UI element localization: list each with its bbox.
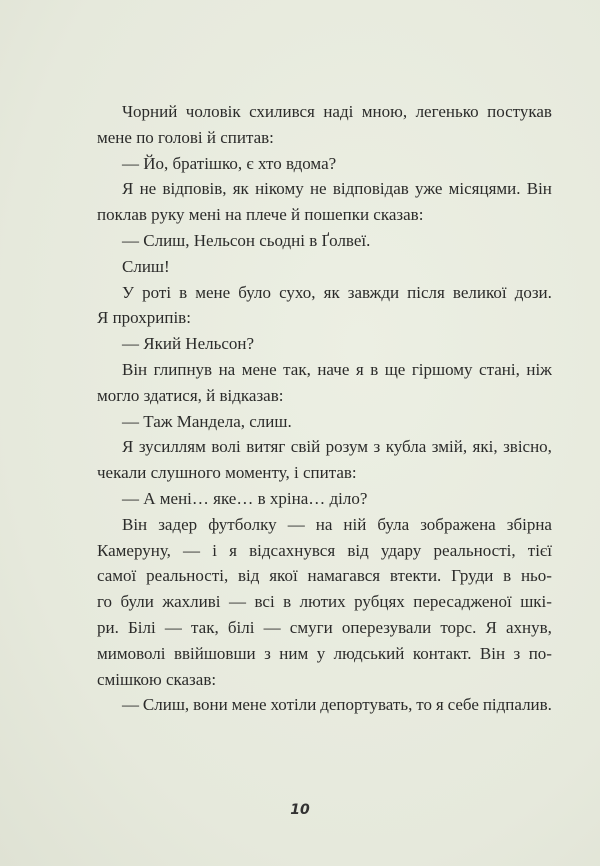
text-line: чекали слушного моменту, і спитав: — [97, 463, 357, 483]
word: го — [97, 592, 113, 612]
word: контакт. — [412, 643, 472, 663]
text-line — [97, 541, 552, 561]
word: з — [373, 437, 381, 457]
word: розум — [325, 437, 369, 457]
text-line — [122, 437, 552, 457]
word: удару — [380, 540, 422, 560]
word: мене — [241, 360, 277, 379]
word: то — [416, 695, 432, 715]
word: мене — [231, 695, 267, 715]
word: я — [435, 695, 444, 715]
text-line: — Йо, братішко, є хто вдома? — [122, 153, 337, 173]
word: ньо- — [520, 566, 552, 586]
text-line — [97, 592, 552, 612]
text-line — [97, 618, 552, 638]
word: від — [347, 540, 369, 560]
word: я — [229, 540, 237, 560]
word: втекти. — [389, 566, 442, 586]
text-line: поклав руку мені на плече й пошепки сказав: — [97, 205, 424, 225]
word: Слиш, — [142, 695, 190, 715]
text-line — [97, 566, 552, 586]
word: так, — [283, 360, 311, 379]
text-line: — А мені… яке… в хріна… діло? — [122, 489, 368, 508]
word: тієї — [527, 540, 552, 560]
word: постукав — [487, 102, 552, 121]
word: Я — [122, 179, 134, 199]
word: шкі- — [520, 592, 552, 612]
word: на — [218, 360, 236, 379]
word: гіршому — [411, 360, 473, 379]
word: — — [122, 695, 139, 715]
word: — — [287, 514, 305, 534]
word: відповів, — [162, 179, 227, 199]
word: мене — [195, 282, 231, 302]
word: було — [238, 282, 272, 302]
text-line — [122, 102, 552, 122]
word: білі — [227, 618, 255, 637]
word: мною, — [361, 102, 408, 121]
word: Чорний — [122, 102, 178, 121]
word: великої — [452, 282, 507, 302]
word: — — [228, 592, 246, 612]
word: як — [232, 179, 249, 199]
text-line: — Який Нельсон? — [122, 334, 255, 354]
word: самої — [97, 566, 137, 586]
word: на — [315, 514, 333, 534]
word: ним — [279, 643, 309, 663]
word: жахливі — [162, 592, 221, 612]
word: Він — [526, 179, 552, 199]
word: були — [120, 592, 154, 612]
word: свій — [290, 437, 321, 457]
word: нікому — [255, 179, 304, 199]
word: Груди — [451, 566, 494, 586]
text-line — [122, 360, 552, 380]
word: схилився — [249, 102, 315, 121]
word: чоловік — [185, 102, 241, 121]
word: Він — [479, 643, 506, 663]
word: і — [212, 540, 217, 560]
word: сухо, — [279, 282, 316, 302]
word: наді — [323, 102, 354, 121]
word: реальності, — [433, 540, 516, 560]
word: торс. — [440, 618, 477, 637]
word: як — [323, 282, 340, 302]
word: депортувать, — [320, 695, 413, 715]
word: рубцях — [354, 592, 405, 612]
text-line — [122, 695, 552, 715]
word: в — [503, 566, 512, 586]
word: Він — [122, 514, 148, 534]
word: ніж — [526, 360, 552, 379]
word: ахнув, — [506, 618, 552, 637]
word: ввійшовши — [173, 643, 256, 663]
word: була — [377, 514, 410, 534]
word: не — [139, 179, 157, 199]
text-line: Слиш! — [122, 256, 170, 276]
text-line: могло здатися, й відказав: — [97, 385, 284, 405]
word: себе — [447, 695, 479, 715]
word: ри. — [97, 618, 119, 637]
text-line — [97, 644, 552, 664]
word: пересадженої — [413, 592, 512, 612]
word: в — [283, 592, 292, 612]
text-line: — Таж Мандела, слиш. — [122, 411, 292, 431]
text-line: мене по голові й спитав: — [97, 127, 274, 147]
word: Я — [122, 437, 134, 457]
word: дози. — [514, 282, 552, 302]
word: змій, — [431, 437, 468, 457]
word: лютих — [299, 592, 346, 612]
text-line: Я прохрипів: — [97, 308, 191, 328]
text-line: — Слиш, Нельсон сьодні в Ґолвеї. — [122, 231, 371, 250]
word: Він — [122, 360, 148, 379]
word: зображена — [420, 514, 496, 534]
word: збірна — [506, 514, 552, 534]
word: в — [179, 282, 188, 302]
word: всі — [254, 592, 275, 612]
word: глипнув — [153, 360, 213, 379]
word: після — [407, 282, 445, 302]
word: я — [355, 360, 364, 379]
word: мимоволі — [97, 643, 166, 663]
text-line — [122, 515, 552, 535]
word: вони — [193, 695, 228, 715]
page-number: 10 — [290, 802, 310, 818]
word: роті — [142, 282, 172, 302]
word: Я — [485, 618, 497, 637]
word: якої — [269, 566, 298, 586]
word: з — [264, 643, 271, 663]
word: підпалив. — [482, 695, 552, 715]
word: смуги — [289, 618, 333, 637]
word: задер — [158, 514, 198, 534]
word: футболку — [208, 514, 277, 534]
word: по- — [528, 643, 552, 663]
word: в — [370, 360, 379, 379]
word: Камеруну, — [97, 540, 171, 560]
word: волі — [211, 437, 241, 457]
word: зусиллям — [138, 437, 206, 457]
word: реальності, — [146, 566, 229, 586]
word: уже — [415, 179, 443, 199]
word: Білі — [128, 618, 156, 637]
word: людський — [333, 643, 405, 663]
word: звісно, — [503, 437, 552, 457]
word: — — [164, 618, 182, 637]
word: У — [122, 282, 135, 302]
word: відповідав — [332, 179, 409, 199]
word: з — [513, 643, 521, 663]
word: — — [183, 540, 201, 560]
word: стані, — [479, 360, 520, 379]
word: — — [263, 618, 281, 637]
word: наче — [317, 360, 350, 379]
word: оперезували — [341, 618, 432, 637]
word: хотіли — [270, 695, 317, 715]
text-line — [122, 283, 552, 303]
word: ще — [384, 360, 406, 379]
word: ній — [343, 514, 367, 534]
word: завжди — [347, 282, 400, 302]
word: відсахнувся — [249, 540, 336, 560]
word: не — [309, 179, 327, 199]
word: намагався — [307, 566, 381, 586]
word: у — [316, 643, 326, 663]
word: місяцями. — [448, 179, 521, 199]
word: кубла — [385, 437, 427, 457]
text-line — [122, 179, 552, 199]
word: які, — [472, 437, 498, 457]
word: так, — [191, 618, 219, 637]
word: витяг — [246, 437, 286, 457]
word: легенько — [415, 102, 479, 121]
text-line: смішкою сказав: — [97, 669, 217, 689]
word: від — [238, 566, 260, 586]
